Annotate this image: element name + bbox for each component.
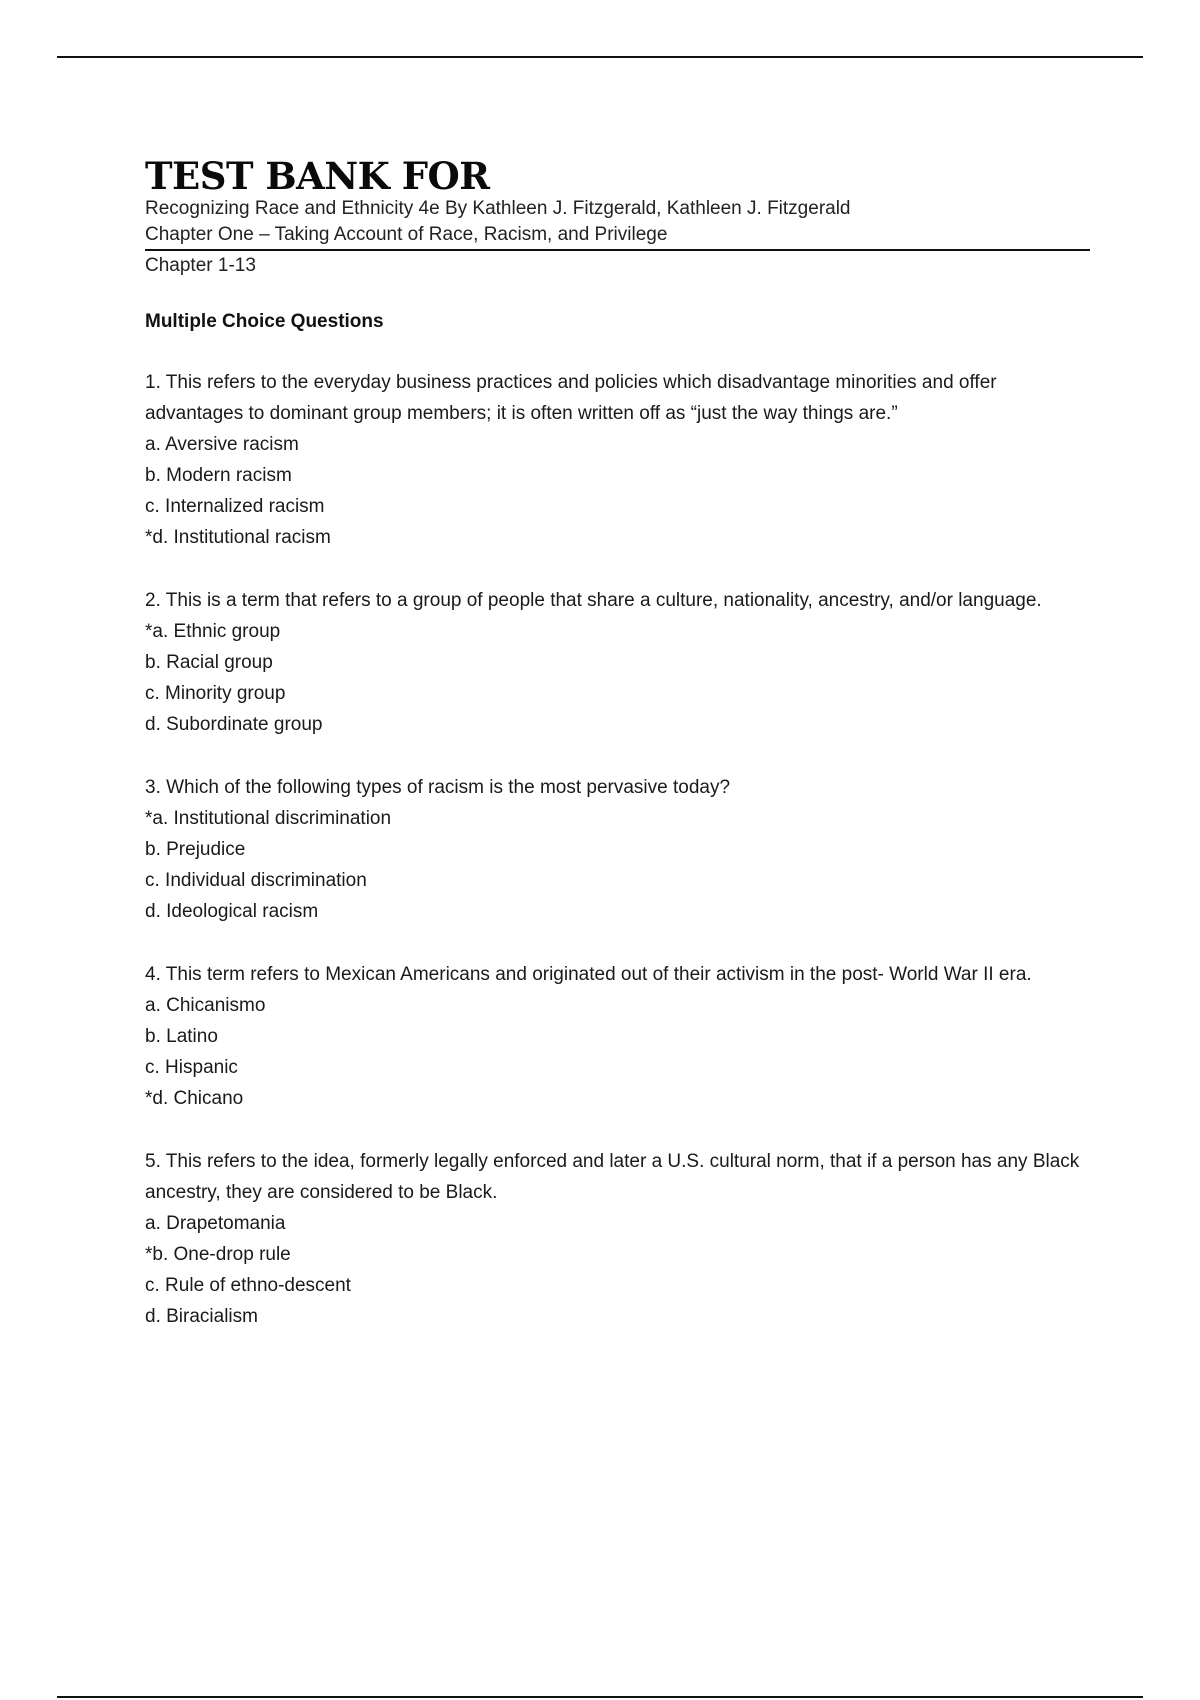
question-stem: 2. This is a term that refers to a group of people that share a culture, nationality, ancestry, and/or language. [145,590,1042,611]
answer-option: a. Aversive racism [145,434,299,455]
book-subtitle: Recognizing Race and Ethnicity 4e By Kathleen J. Fitzgerald, Kathleen J. Fitzgerald [145,198,851,219]
answer-option-correct: *d. Chicano [145,1088,244,1109]
answer-option: d. Ideological racism [145,901,319,922]
chapter-range: Chapter 1-13 [145,255,256,276]
answer-option: b. Modern racism [145,465,292,486]
question-5 [145,1146,1090,1332]
page-bottom-rule [57,1696,1143,1698]
answer-option: c. Rule of ethno-descent [145,1275,351,1296]
question-stem: 4. This term refers to Mexican Americans and originated out of their activism in the post- World War II era. [145,964,1032,985]
answer-option: b. Racial group [145,652,273,673]
answer-option: b. Latino [145,1026,218,1047]
answer-option-correct: *d. Institutional racism [145,527,331,548]
document-title: TEST BANK FOR [145,154,490,198]
question-1 [145,367,1090,553]
question-stem: 5. This refers to the idea, formerly legally enforced and later a U.S. cultural norm, that if a person has any Black ancestry, they are considered to be Black. [145,1151,1080,1203]
answer-option: b. Prejudice [145,839,246,860]
answer-option: d. Biracialism [145,1306,258,1327]
question-stem: 3. Which of the following types of racism is the most pervasive today? [145,777,731,798]
answer-option: a. Chicanismo [145,995,266,1016]
answer-option: c. Internalized racism [145,496,325,517]
answer-option-correct: *a. Ethnic group [145,621,281,642]
section-heading: Multiple Choice Questions [145,311,384,332]
question-2 [145,585,1090,740]
question-stem: 1. This refers to the everyday business practices and policies which disadvantage minorities and offer advantages to dominant group members; it is often written off as “just the way things are.” [145,372,997,424]
answer-option: c. Individual discrimination [145,870,367,891]
answer-option: d. Subordinate group [145,714,323,735]
answer-option: c. Minority group [145,683,286,704]
answer-option: c. Hispanic [145,1057,238,1078]
answer-option: a. Drapetomania [145,1213,286,1234]
answer-option-correct: *a. Institutional discrimination [145,808,392,829]
page-top-rule [57,56,1143,58]
answer-option-correct: *b. One-drop rule [145,1244,291,1265]
chapter-title: Chapter One – Taking Account of Race, Racism, and Privilege [145,222,1090,251]
question-4 [145,959,1090,1114]
document-body [145,156,1090,1332]
question-3 [145,772,1090,927]
